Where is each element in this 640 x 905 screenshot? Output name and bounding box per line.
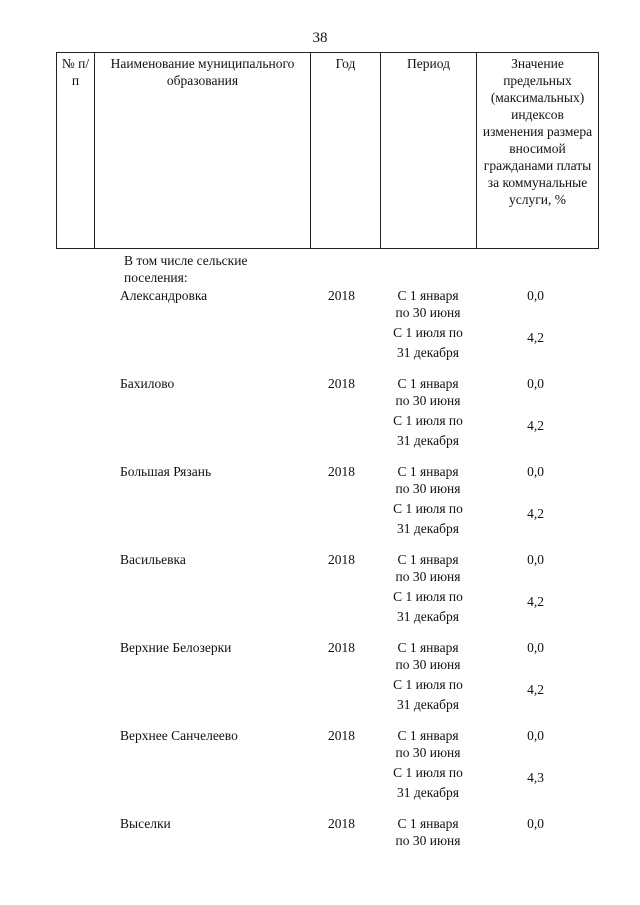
row-name: Верхнее Санчелеево bbox=[120, 728, 238, 743]
period-1-line-1: С 1 января bbox=[397, 816, 459, 831]
row-value-2: 4,2 bbox=[527, 682, 544, 697]
row-value-1: 0,0 bbox=[527, 640, 544, 655]
row-period bbox=[385, 639, 471, 713]
period-1-line-2: по 30 июня bbox=[395, 393, 461, 408]
header-year bbox=[311, 53, 381, 249]
row-value-2: 4,3 bbox=[527, 770, 544, 785]
period-1-line-1: С 1 января bbox=[397, 728, 459, 743]
row-value-1: 0,0 bbox=[527, 728, 544, 743]
period-1-line-1: С 1 января bbox=[397, 640, 459, 655]
header-period bbox=[381, 53, 477, 249]
table-row bbox=[0, 375, 640, 465]
period-1-line-1: С 1 января bbox=[397, 288, 459, 303]
row-name: Большая Рязань bbox=[120, 464, 212, 479]
header-period-label: Период bbox=[407, 56, 450, 71]
row-period bbox=[385, 287, 471, 361]
page-number: 38 bbox=[312, 30, 328, 46]
row-name: Александровка bbox=[120, 288, 208, 303]
header-num-label: № п/п bbox=[61, 56, 90, 88]
row-value-2: 4,2 bbox=[527, 594, 544, 609]
period-2-line-2: 31 декабря bbox=[397, 697, 459, 712]
table-header bbox=[56, 52, 599, 249]
period-2-line-1: С 1 июля по bbox=[393, 765, 463, 780]
header-name bbox=[95, 53, 311, 249]
table-row bbox=[0, 287, 640, 377]
header-value-label: Значение предельных (максимальных) индексов изменения размера вносимой гражданами платы за коммунальные услуги, % bbox=[482, 56, 593, 207]
period-2-line-1: С 1 июля по bbox=[393, 501, 463, 516]
period-2-line-2: 31 декабря bbox=[397, 609, 459, 624]
period-2-line-2: 31 декабря bbox=[397, 433, 459, 448]
period-2-line-1: С 1 июля по bbox=[393, 413, 463, 428]
row-value-1: 0,0 bbox=[527, 464, 544, 479]
period-2-line-2: 31 декабря bbox=[397, 345, 459, 360]
row-value-1: 0,0 bbox=[527, 816, 544, 831]
period-2-line-1: С 1 июля по bbox=[393, 677, 463, 692]
row-name: Бахилово bbox=[120, 376, 175, 391]
row-year: 2018 bbox=[328, 376, 355, 391]
table-row bbox=[0, 639, 640, 729]
period-1-line-1: С 1 января bbox=[397, 552, 459, 567]
period-2-line-2: 31 декабря bbox=[397, 521, 459, 536]
row-period bbox=[385, 551, 471, 625]
row-period bbox=[385, 463, 471, 537]
period-1-line-1: С 1 января bbox=[397, 464, 459, 479]
table-row bbox=[0, 463, 640, 553]
table-row bbox=[0, 551, 640, 641]
row-year: 2018 bbox=[328, 728, 355, 743]
row-value-1: 0,0 bbox=[527, 376, 544, 391]
period-1-line-2: по 30 июня bbox=[395, 569, 461, 584]
row-value-2: 4,2 bbox=[527, 418, 544, 433]
header-year-label: Год bbox=[335, 56, 356, 71]
period-2-line-2: 31 декабря bbox=[397, 785, 459, 800]
row-value-2: 4,2 bbox=[527, 506, 544, 521]
row-year: 2018 bbox=[328, 816, 355, 831]
row-period bbox=[385, 815, 471, 849]
row-year: 2018 bbox=[328, 640, 355, 655]
header-num bbox=[57, 53, 95, 249]
period-1-line-2: по 30 июня bbox=[395, 305, 461, 320]
row-name: Верхние Белозерки bbox=[120, 640, 232, 655]
period-1-line-2: по 30 июня bbox=[395, 481, 461, 496]
row-year: 2018 bbox=[328, 464, 355, 479]
row-name: Васильевка bbox=[120, 552, 186, 567]
row-name: Выселки bbox=[120, 816, 171, 831]
row-period bbox=[385, 375, 471, 449]
row-value-1: 0,0 bbox=[527, 288, 544, 303]
table-row bbox=[0, 727, 640, 817]
row-year: 2018 bbox=[328, 288, 355, 303]
row-period bbox=[385, 727, 471, 801]
period-2-line-1: С 1 июля по bbox=[393, 325, 463, 340]
period-1-line-1: С 1 января bbox=[397, 376, 459, 391]
table-row bbox=[0, 815, 640, 865]
header-value bbox=[477, 53, 599, 249]
row-value-1: 0,0 bbox=[527, 552, 544, 567]
period-2-line-1: С 1 июля по bbox=[393, 589, 463, 604]
row-value-2: 4,2 bbox=[527, 330, 544, 345]
period-1-line-2: по 30 июня bbox=[395, 833, 461, 848]
period-1-line-2: по 30 июня bbox=[395, 657, 461, 672]
header-name-label: Наименование муниципального образования bbox=[110, 56, 295, 88]
section-label: В том числе сельские поселения: bbox=[124, 253, 248, 285]
row-year: 2018 bbox=[328, 552, 355, 567]
period-1-line-2: по 30 июня bbox=[395, 745, 461, 760]
